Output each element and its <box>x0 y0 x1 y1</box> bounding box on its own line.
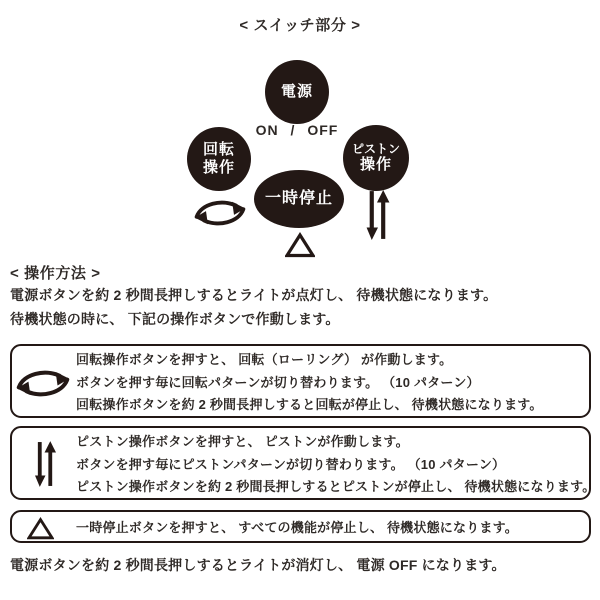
pause-button-label: 一時停止 <box>264 190 333 208</box>
pause-instruction-box <box>10 510 591 543</box>
pause-triangle-icon <box>27 517 54 540</box>
rotate-button-label-line2: 操作 <box>202 159 235 176</box>
instruction-line: ボタンを押す毎にピストンパターンが切り替わります。 （10 パターン） <box>76 456 506 472</box>
instruction-line: ピストン操作ボタンを約 2 秒間長押しするとピストンが停止し、 待機状態になります。 <box>76 478 596 494</box>
rotation-cycle-icon <box>192 197 248 229</box>
pause-button[interactable] <box>254 170 344 228</box>
instruction-line: 回転操作ボタンを押すと、 回転（ローリング） が作動します。 <box>76 352 453 368</box>
rotate-operation-button[interactable] <box>187 127 251 191</box>
piston-up-down-arrows-icon <box>35 439 56 489</box>
intro-line: 待機状態の時に、 下記の操作ボタンで作動します。 <box>10 311 340 327</box>
intro-line: 電源ボタンを約 2 秒間長押しするとライトが点灯し、 待機状態になります。 <box>10 287 498 303</box>
piston-operation-button[interactable] <box>343 125 409 191</box>
operation-section-title: < 操作方法 > <box>10 265 101 282</box>
switch-section-title: < スイッチ部分 > <box>239 17 361 34</box>
on-off-label: ON / OFF <box>255 122 339 138</box>
rotation-cycle-icon <box>13 368 73 399</box>
outro-line: 電源ボタンを約 2 秒間長押しするとライトが消灯し、 電源 OFF になります。 <box>10 557 506 573</box>
piston-up-down-arrows-icon <box>366 189 390 241</box>
instruction-line: ピストン操作ボタンを押すと、 ピストンが作動します。 <box>76 434 409 450</box>
piston-button-label-line2: 操作 <box>359 156 392 174</box>
piston-button-label-line1: ピストン <box>351 141 400 156</box>
power-button-label: 電源 <box>280 83 313 100</box>
pause-triangle-icon <box>285 232 315 258</box>
instruction-line: ボタンを押す毎に回転パターンが切り替わります。 （10 パターン） <box>76 374 480 390</box>
rotate-button-label-line1: 回転 <box>202 141 235 158</box>
piston-instruction-box <box>10 426 596 500</box>
power-button[interactable] <box>265 60 329 124</box>
instruction-line: 一時停止ボタンを押すと、 すべての機能が停止し、 待機状態になります。 <box>76 520 518 535</box>
instruction-line: 回転操作ボタンを約 2 秒間長押しすると回転が停止し、 待機状態になります。 <box>76 396 543 412</box>
rotation-instruction-box <box>10 344 591 418</box>
